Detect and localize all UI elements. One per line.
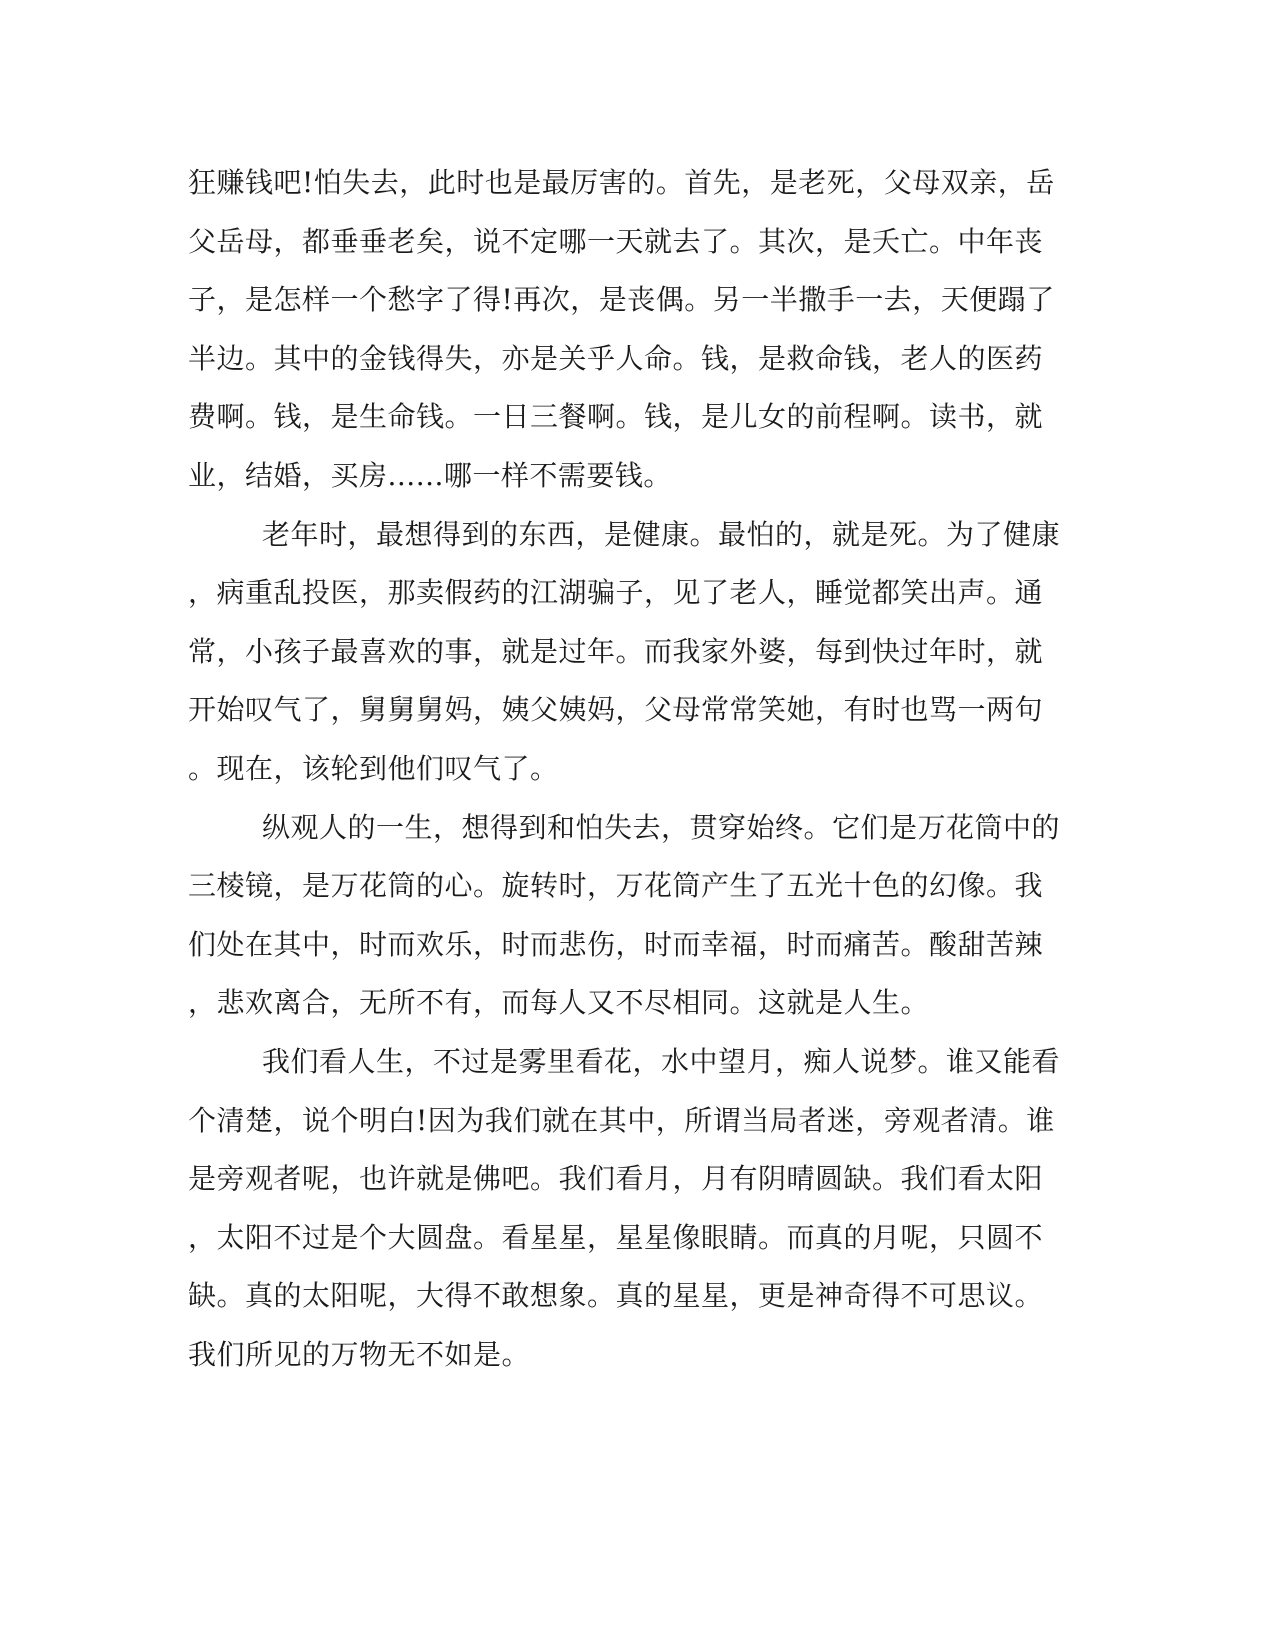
text-line: 费啊。钱，是生命钱。一日三餐啊。钱，是儿女的前程啊。读书，就 (188, 400, 1044, 433)
text-line: ，太阳不过是个大圆盘。看星星，星星像眼睛。而真的月呢，只圆不 (188, 1221, 1044, 1254)
text-line: 常，小孩子最喜欢的事，就是过年。而我家外婆，每到快过年时，就 (188, 635, 1044, 668)
text-line: 们处在其中，时而欢乐，时而悲伤，时而幸福，时而痛苦。酸甜苦辣 (188, 928, 1044, 961)
paragraph-first-line: 我们看人生，不过是雾里看花，水中望月，痴人说梦。谁又能看 (262, 1045, 1061, 1078)
text-line: 我们所见的万物无不如是。 (188, 1338, 531, 1371)
text-line: ，病重乱投医，那卖假药的江湖骗子，见了老人，睡觉都笑出声。通 (188, 576, 1044, 609)
text-line: ，悲欢离合，无所不有，而每人又不尽相同。这就是人生。 (188, 986, 930, 1019)
text-line: 狂赚钱吧!怕失去，此时也是最厉害的。首先，是老死，父母双亲，岳 (188, 166, 1055, 199)
text-line: 三棱镜，是万花筒的心。旋转时，万花筒产生了五光十色的幻像。我 (188, 869, 1044, 902)
text-line: 缺。真的太阳呢，大得不敢想象。真的星星，更是神奇得不可思议。 (188, 1279, 1044, 1312)
text-line: 个清楚，说个明白!因为我们就在其中，所谓当局者迷，旁观者清。谁 (188, 1104, 1055, 1137)
paragraph-first-line: 纵观人的一生，想得到和怕失去，贯穿始终。它们是万花筒中的 (262, 811, 1061, 844)
text-line: 子，是怎样一个愁字了得!再次，是丧偶。另一半撒手一去，天便蹋了 (188, 283, 1055, 316)
text-line: 半边。其中的金钱得失，亦是关乎人命。钱，是救命钱，老人的医药 (188, 342, 1044, 375)
paragraph-first-line: 老年时，最想得到的东西，是健康。最怕的，就是死。为了健康 (262, 518, 1061, 551)
text-line: 是旁观者呢，也许就是佛吧。我们看月，月有阴晴圆缺。我们看太阳 (188, 1162, 1044, 1195)
text-line: 父岳母，都垂垂老矣，说不定哪一天就去了。其次，是夭亡。中年丧 (188, 225, 1044, 258)
text-line: 。现在，该轮到他们叹气了。 (188, 752, 559, 785)
text-line: 业，结婚，买房......哪一样不需要钱。 (188, 459, 672, 492)
text-line: 开始叹气了，舅舅舅妈，姨父姨妈，父母常常笑她，有时也骂一两句 (188, 693, 1044, 726)
